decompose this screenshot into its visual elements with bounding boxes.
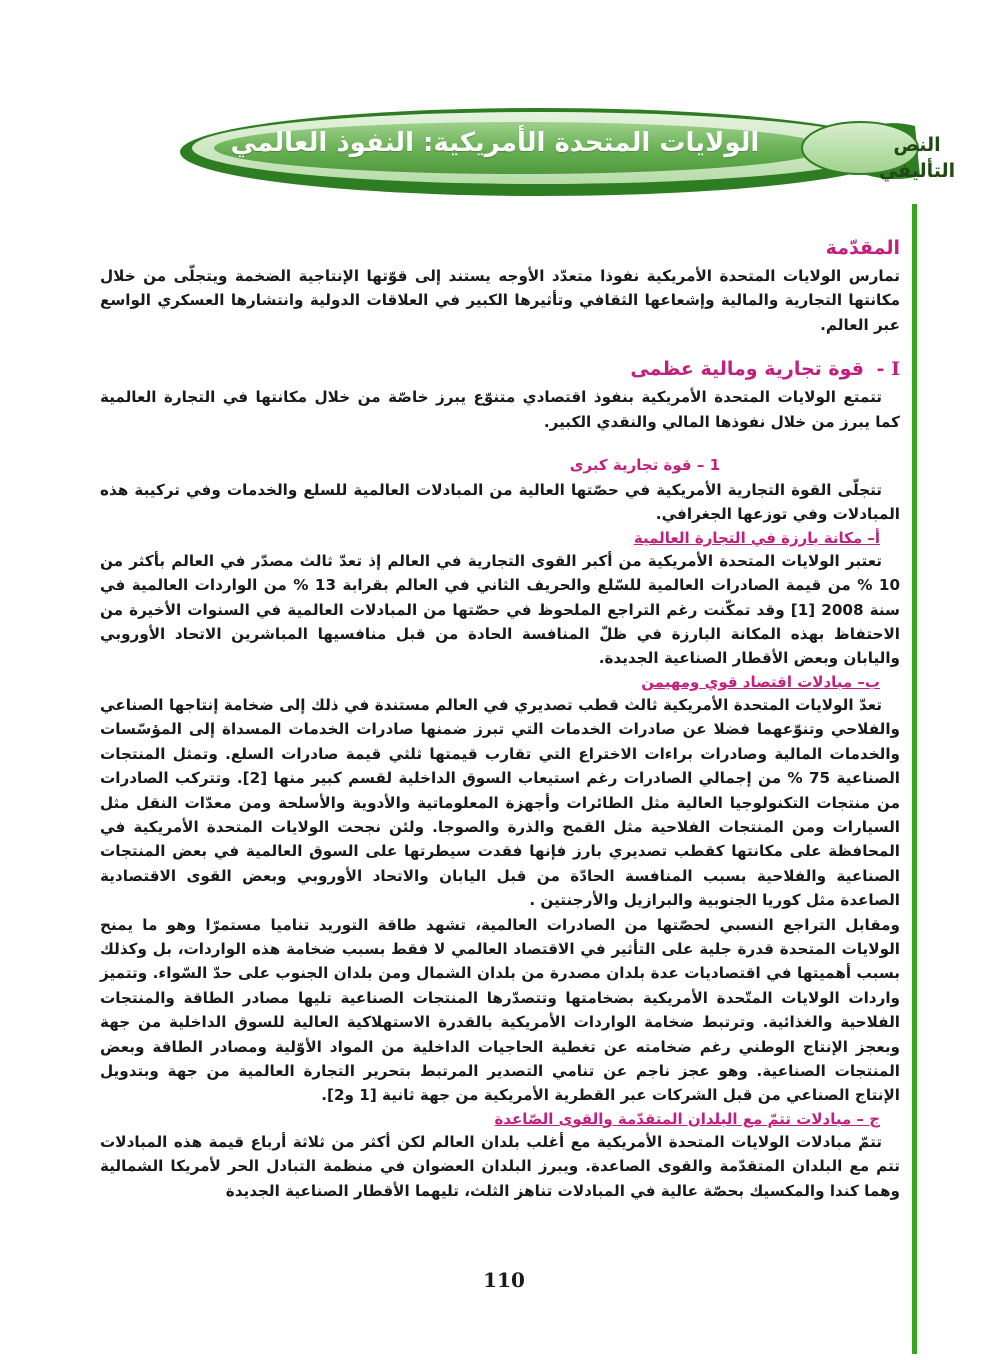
intro-heading: المقدّمة [825,237,900,259]
section1-heading [100,355,900,383]
section1-title: قوة تجارية ومالية عظمى [630,358,864,381]
part-b-heading [100,671,900,693]
part-b-paragraph-2: ومقابل التراجع النسبي لحصّتها من الصادرات العالمية، تشهد طاقة التوريد تناميا مستمرّا وهو ما يمنح الولايات المتحدة قدرة جلية على التأثير في الاقتصاد العالمي لا فقط بسبب ضخامة هذه الواردات، بل وكذلك بسبب أهميتها في اقتصاديات عدة بلدان مصدرة من بلدان الشمال ومن بلدان الجنوب على حدّ السّواء. وتتميز واردات الولايات المتّحدة الأمريكية بضخامتها وتتصدّرها المنتجات الصناعية تليها مصادر الطاقة والمنتجات الفلاحية والغذائية. وترتبط ضخامة الواردات الأمريكية بالقدرة الاستهلاكية العالية للسوق الداخلية من جهة وبعجز الإنتاج الوطني رغم ضخامته عن تغطية الحاجيات الداخلية من المواد الأوّلية ومصادر الطاقة وبعض المنتجات الصناعية. وهو عجز ناجم عن تنامي التصدير المرتبط بتحرير التجارة العالمية من جهة وبتدويل الإنتاج الصناعي من قبل الشركات عبر القطرية الأمريكية من جهة ثانية [1 و2]. [100,915,900,1105]
subsection1-paragraph: تتجلّى القوة التجارية الأمريكية في حصّتها العالية من المبادلات العالمية للسلع والخدمات وفي تركيبة هذه المبادلات وفي توزعها الجغرافي. [100,481,900,524]
intro-paragraph: تمارس الولايات المتحدة الأمريكية نفوذا متعدّد الأوجه يستند إلى قوّتها الإنتاجية الضخمة ويتجلّى من خلال مكانتها التجارية والمالية وإشعاعها الثقافي وتأثيرها الكبير في العلاقات الدولية وانتشارها العسكري الواسع عبر العالم. [100,267,900,334]
part-c-heading [100,1108,900,1130]
part-b-label: ب– مبادلات اقتصاد قوي ومهيمن [641,672,880,691]
part-c-paragraph: تتمّ مبادلات الولايات المتحدة الأمريكية مع أغلب بلدان العالم لكن أكثر من ثلاثة أرباع قيمة هذه المبادلات تتم مع البلدان المتقدّمة والقوى الصاعدة. ويبرز البلدان العضوان في منظمة التبادل الحر لأمريكا الشمالية وهما كندا والمكسيك بحصّة عالية في المبادلات تناهز الثلث، تليهما الأقطار الصناعية الجديدة [100,1132,900,1200]
body-content [100,234,900,1203]
section1-paragraph: تتمتع الولايات المتحدة الأمريكية بنفوذ اقتصادي متنوّع يبرز خاصّة من خلال مكانتها في التجارة العالمية كما يبرز من خلال نفوذها المالي والنقدي الكبير. [100,388,900,431]
part-c-label: ج – مبادلات تتمّ مع البلدان المتقدّمة والقوى الصّاعدة [494,1109,880,1128]
right-margin-rule [912,204,917,1354]
subsection1-heading: 1 – قوة تجارية كبرى [569,456,720,475]
section1-number: I - [876,358,900,381]
part-a-heading [100,527,900,549]
part-a-label: أ– مكانة بارزة في التجارة العالمية [633,528,880,547]
page-title: الولايات المتحدة الأمريكية: النفوذ العالمي [230,128,760,158]
page-number: 110 [483,1268,525,1292]
part-a-paragraph: تعتبر الولايات المتحدة الأمريكية من أكبر القوى التجارية في العالم إذ تعدّ ثالث مصدّر في العالم بأكثر من 10 % من قيمة الصادرات العالمية للسّلع والحريف الثاني في العالم بقرابة 13 % من الواردات العالمية في سنة 2008 [1] وقد تمكّنت رغم التراجع الملحوظ في حصّتها من المبادلات العالمية في السنوات الأخيرة من الاحتفاظ بهذه المكانة البارزة في ظلّ المنافسة الحادة من قبل منافسيها المباشرين الاتحاد الأوروبي واليابان وبعض الأقطار الصناعية الجديدة. [100,551,901,668]
part-b-paragraph-1: تعدّ الولايات المتحدة الأمريكية ثالث قطب تصديري في العالم مستندة في ذلك إلى ضخامة إنتاجها الصناعي والفلاحي وتنوّعهما فضلا عن صادرات الخدمات التي تبرز ضمنها صادرات الخدمات المسداة إلى المؤسّسات والخدمات المالية وصادرات براءات الاختراع التي تقارب قيمتها ثلثي قيمة صادرات السلع. وتمثل المنتجات الصناعية 75 % من إجمالي الصادرات رغم استيعاب السوق الداخلية لقسم كبير منها [2]. وتتركب الصادرات من منتجات التكنولوجيا العالية مثل الطائرات وأجهزة المعلوماتية والأدوية والأسلحة ومن معدّات النقل مثل السيارات ومن المنتجات الفلاحية مثل القمح والذرة والصوجا. ولئن نجحت الولايات المتحدة الأمريكية في المحافظة على مكانتها كقطب تصديري بارز فإنها فقدت سيطرتها على السوق العالمية في بعض المنتجات الصناعية والفلاحية بسبب المنافسة الحادّة من قبل اليابان والاتحاد الأوروبي وبعض القوى الاقتصادية الصاعدة مثل كوريا الجنوبية والبرازيل والأرجنتين . [100,695,900,910]
section-type-label: النص التأليفي [878,134,956,182]
